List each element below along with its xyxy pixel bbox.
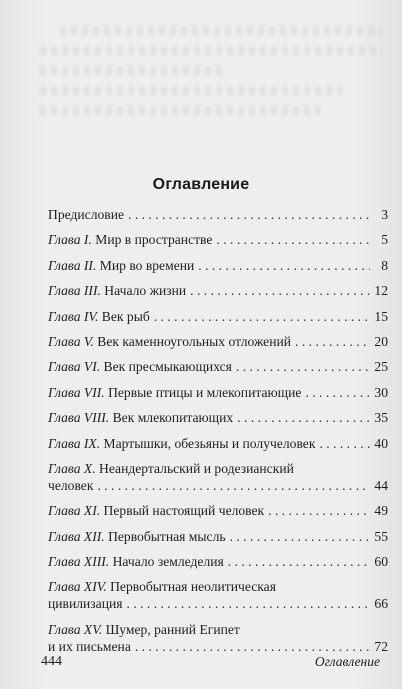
- dot-leader: [305, 384, 370, 401]
- chapter-title: Неандертальский и родезианский: [99, 460, 294, 476]
- chapter-label: Глава X.: [48, 460, 96, 476]
- page-ref: 30: [374, 384, 388, 400]
- dot-leader: [228, 553, 370, 570]
- chapter-title: Мир в пространстве: [95, 232, 213, 248]
- bleed-through-text: [40, 106, 322, 115]
- chapter-label: Глава VII.: [48, 384, 105, 400]
- chapter-title: Век пресмыкающихся: [103, 359, 232, 375]
- dot-leader: [230, 528, 370, 545]
- toc-entry: [48, 528, 388, 545]
- chapter-title-continued: и их письмена: [48, 638, 131, 654]
- toc-entry: [48, 206, 388, 223]
- chapter-title: Мартышки, обезьяны и получеловек: [103, 435, 316, 451]
- chapter-title: Первые птицы и млекопитающие: [108, 384, 302, 400]
- dot-leader: [319, 435, 370, 452]
- toc-entry: [48, 257, 388, 274]
- page-ref: 8: [381, 257, 388, 273]
- dot-leader: [135, 638, 370, 655]
- toc-entry: [48, 308, 388, 325]
- chapter-title: Первобытная мысль: [108, 528, 226, 544]
- page-ref: 35: [374, 410, 388, 426]
- chapter-title: Первобытная неолитическая: [110, 579, 276, 595]
- page-ref: 15: [374, 308, 388, 324]
- chapter-label: Глава II.: [48, 257, 97, 273]
- page-ref: 72: [374, 638, 388, 654]
- dot-leader: [127, 595, 370, 612]
- chapter-label: Глава IV.: [48, 308, 99, 324]
- toc-entry: [48, 621, 388, 655]
- toc-entry: [48, 333, 388, 350]
- toc-entry: [48, 435, 388, 452]
- chapter-title: Шумер, ранний Египет: [105, 621, 240, 637]
- dot-leader: [154, 308, 370, 325]
- toc-entry: [48, 358, 388, 375]
- toc-heading: Оглавление: [152, 176, 250, 193]
- page-ref: 60: [374, 554, 388, 570]
- page-ref: 3: [381, 207, 388, 222]
- page-ref: 5: [381, 232, 388, 248]
- running-title: Оглавление: [314, 654, 380, 669]
- page-ref: 44: [374, 477, 388, 493]
- toc-entry: [48, 282, 388, 299]
- page-number: 444: [41, 654, 62, 669]
- page-ref: 25: [374, 359, 388, 375]
- page-ref: 55: [374, 528, 388, 544]
- bleed-through-text: [40, 66, 222, 75]
- chapter-label: Глава VI.: [48, 359, 101, 375]
- chapter-label: Глава XIV.: [48, 579, 107, 595]
- chapter-label: Глава I.: [48, 232, 92, 248]
- toc-entry: [48, 231, 388, 248]
- dot-leader: [97, 477, 370, 494]
- dot-leader: [216, 231, 370, 248]
- dot-leader: [268, 502, 370, 519]
- dot-leader: [198, 257, 370, 274]
- chapter-title: Век каменноугольных отложений: [97, 333, 292, 349]
- chapter-label: Глава XI.: [48, 503, 101, 519]
- dot-leader: [128, 206, 370, 223]
- chapter-label: Глава IX.: [48, 435, 101, 451]
- chapter-title: Первый настоящий человек: [103, 503, 265, 519]
- page-ref: 66: [374, 596, 388, 612]
- toc-entry: [48, 384, 388, 401]
- toc-entry: [48, 553, 388, 570]
- dot-leader: [236, 358, 370, 375]
- chapter-title: Мир во времени: [99, 257, 195, 273]
- chapter-label: Глава XII.: [48, 528, 105, 544]
- chapter-title: Век рыб: [101, 308, 150, 324]
- dot-leader: [295, 333, 370, 350]
- bleed-through-text: [40, 86, 342, 95]
- toc-entry: [48, 409, 388, 426]
- toc-entry: [48, 460, 388, 494]
- bleed-through-text: [60, 26, 382, 35]
- chapter-title-continued: человек: [48, 477, 94, 493]
- page-ref: 40: [374, 435, 388, 451]
- dot-leader: [237, 409, 370, 426]
- chapter-label: Глава VIII.: [48, 410, 110, 426]
- chapter-label: Глава V.: [48, 333, 94, 349]
- dot-leader: [190, 282, 370, 299]
- chapter-label: Глава XV.: [48, 621, 103, 637]
- page-ref: 20: [374, 333, 388, 349]
- chapter-label: Глава III.: [48, 283, 101, 299]
- page-ref: 12: [374, 283, 388, 299]
- bleed-through-text: [40, 46, 382, 55]
- toc-entry: [48, 502, 388, 519]
- table-of-contents: [48, 206, 388, 663]
- toc-entry: [48, 578, 388, 612]
- chapter-title: Начало жизни: [104, 283, 187, 299]
- chapter-label: Глава XIII.: [48, 554, 110, 570]
- chapter-title: Век млекопитающих: [112, 410, 234, 426]
- page-ref: 49: [374, 503, 388, 519]
- chapter-title: Предисловие: [48, 207, 125, 222]
- chapter-title-continued: цивилизация: [48, 596, 123, 612]
- chapter-title: Начало земледелия: [112, 554, 224, 570]
